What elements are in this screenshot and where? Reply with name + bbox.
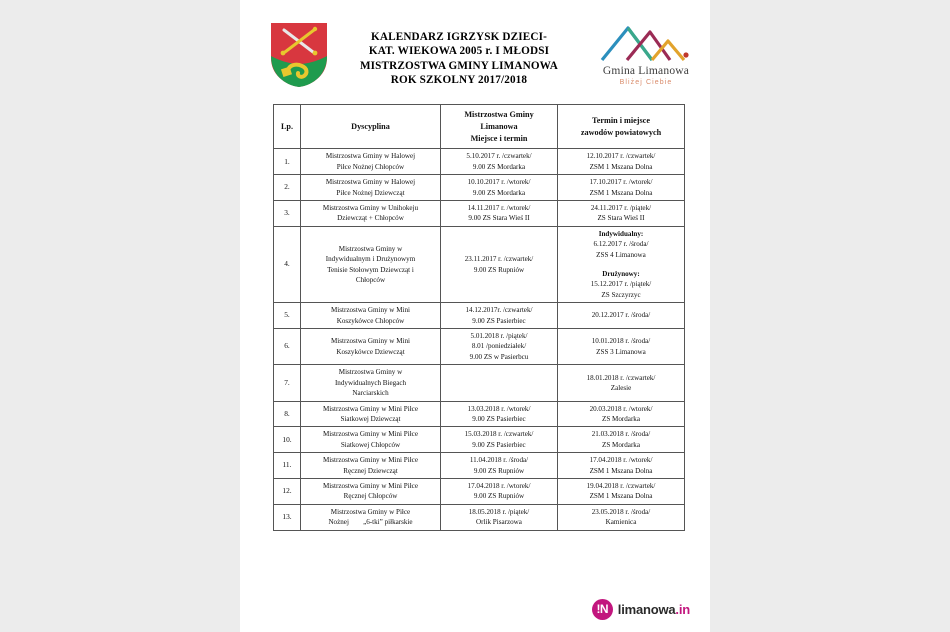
cell-lp: 1.: [274, 149, 301, 175]
cell-discipline: Mistrzostwa Gminy w Indywidualnych Biegach Narciarskich: [301, 365, 441, 401]
cell-gmina-place-date: [441, 365, 558, 401]
gmina-logo-name: Gmina Limanowa: [602, 65, 690, 77]
cell-powiat-place-date: 20.12.2017 r. /środa/: [558, 303, 685, 329]
gmina-logo-tagline: Bliżej Ciebie: [619, 79, 673, 86]
cell-gmina-place-date: 23.11.2017 r. /czwartek/ 9.00 ZS Rupniów: [441, 226, 558, 302]
cell-discipline: Mistrzostwa Gminy w Halowej Piłce Nożnej Chłopców: [301, 149, 441, 175]
cell-powiat-place-date: 10.01.2018 r. /środa/ ZSS 3 Limanowa: [558, 329, 685, 365]
table-header-row: [274, 105, 685, 149]
document-page: [240, 0, 710, 632]
cell-discipline: Mistrzostwa Gminy w Mini Piłce Ręcznej Chłopców: [301, 478, 441, 504]
table-header: [274, 105, 685, 149]
coat-of-arms-icon: [268, 20, 330, 90]
table-row: [274, 201, 685, 227]
cell-discipline: Mistrzostwa Gminy w Mini Piłce Ręcznej Dziewcząt: [301, 453, 441, 479]
title-line-2: KAT. WIEKOWA 2005 r. I MŁODSI: [368, 45, 550, 58]
col-header-gmina: [441, 105, 558, 149]
gmina-limanowa-logo: [594, 22, 698, 86]
cell-gmina-place-date: 18.05.2018 r. /piątek/ Orlik Pisarzowa: [441, 504, 558, 530]
cell-discipline: Mistrzostwa Gminy w Mini Piłce Siatkowej Dziewcząt: [301, 401, 441, 427]
cell-gmina-place-date: 15.03.2018 r. /czwartek/ 9.00 ZS Pasierbiec: [441, 427, 558, 453]
cell-gmina-place-date: 5.01.2018 r. /piątek/ 8.01 /poniedziałek/ 9.00 ZS w Pasierbcu: [441, 329, 558, 365]
cell-gmina-place-date: 11.04.2018 r. /środa/ 9.00 ZS Rupniów: [441, 453, 558, 479]
table-row: [274, 504, 685, 530]
table-row: [274, 226, 685, 302]
col-header-gmina-line-2: Limanowa: [480, 121, 518, 131]
cell-gmina-place-date: 14.12.2017r. /czwartek/ 9.00 ZS Pasierbiec: [441, 303, 558, 329]
cell-discipline: Mistrzostwa Gminy w Halowej Piłce Nożnej Dziewcząt: [301, 175, 441, 201]
title-line-4: ROK SZKOLNY 2017/2018: [390, 74, 528, 87]
cell-lp: 12.: [274, 478, 301, 504]
title-line-1: KALENDARZ IGRZYSK DZIECI-: [371, 31, 547, 43]
col-header-discipline: Dyscyplina: [301, 105, 441, 149]
mountains-icon: [598, 22, 694, 64]
cell-lp: 10.: [274, 427, 301, 453]
col-header-gmina-line-1: Mistrzostwa Gminy: [464, 110, 534, 119]
limanowa-in-wordmark: [618, 602, 690, 617]
cell-lp: 3.: [274, 201, 301, 227]
cell-powiat-place-date: 24.11.2017 r. /piątek/ ZS Stara Wieś II: [558, 201, 685, 227]
table-row: [274, 401, 685, 427]
title-line-3: MISTRZOSTWA GMINY LIMANOWA: [359, 59, 559, 72]
table-row: [274, 329, 685, 365]
cell-lp: 6.: [274, 329, 301, 365]
cell-gmina-place-date: 14.11.2017 r. /wtorek/ 9.00 ZS Stara Wieś II: [441, 201, 558, 227]
col-header-powiat: [558, 105, 685, 149]
col-header-lp: Lp.: [274, 105, 301, 149]
cell-powiat-place-date: Indywidualny: 6.12.2017 r. /środa/ ZSS 4 Limanowa Drużynowy: 15.12.2017 r. /piątek/ ZS Szczyrzyc: [558, 226, 685, 302]
col-header-powiat-line-2: zawodów powiatowych: [580, 127, 662, 137]
table-row: [274, 365, 685, 401]
cell-powiat-place-date: 18.01.2018 r. /czwartek/ Zalesie: [558, 365, 685, 401]
col-header-gmina-line-3: Miejsce i termin: [470, 133, 528, 143]
calendar-table: [273, 104, 685, 531]
cell-lp: 2.: [274, 175, 301, 201]
cell-discipline: Mistrzostwa Gminy w Indywidualnym i Drużynowym Tenisie Stołowym Dziewcząt i Chłopców: [301, 226, 441, 302]
table-row: [274, 427, 685, 453]
cell-lp: 7.: [274, 365, 301, 401]
cell-discipline: Mistrzostwa Gminy w Piłce Nożnej „6-tki” piłkarskie: [301, 504, 441, 530]
brand-domain: .in: [675, 602, 690, 617]
table-body: [274, 149, 685, 530]
cell-discipline: Mistrzostwa Gminy w Mini Koszykówce Chłopców: [301, 303, 441, 329]
cell-lp: 5.: [274, 303, 301, 329]
table-row: [274, 303, 685, 329]
cell-powiat-place-date: 19.04.2018 r. /czwartek/ ZSM 1 Mszana Dolna: [558, 478, 685, 504]
cell-powiat-place-date: 21.03.2018 r. /środa/ ZS Mordarka: [558, 427, 685, 453]
cell-gmina-place-date: 17.04.2018 r. /wtorek/ 9.00 ZS Rupniów: [441, 478, 558, 504]
limanowa-in-logo[interactable]: [592, 599, 690, 620]
cell-discipline: Mistrzostwa Gminy w Unihokeju Dziewcząt + Chłopców: [301, 201, 441, 227]
document-title: [324, 14, 594, 88]
cell-gmina-place-date: 5.10.2017 r. /czwartek/ 9.00 ZS Mordarka: [441, 149, 558, 175]
cell-gmina-place-date: 10.10.2017 r. /wtorek/ 9.00 ZS Mordarka: [441, 175, 558, 201]
in-badge-icon: !N: [592, 599, 613, 620]
brand-name: limanowa: [617, 602, 676, 617]
cell-powiat-place-date: 23.05.2018 r. /środa/ Kamienica: [558, 504, 685, 530]
cell-discipline: Mistrzostwa Gminy w Mini Koszykówce Dziewcząt: [301, 329, 441, 365]
table-row: [274, 478, 685, 504]
table-row: [274, 149, 685, 175]
cell-lp: 11.: [274, 453, 301, 479]
cell-powiat-place-date: 20.03.2018 r. /wtorek/ ZS Mordarka: [558, 401, 685, 427]
cell-lp: 13.: [274, 504, 301, 530]
col-header-powiat-line-1: Termin i miejsce: [592, 115, 650, 125]
document-header: [240, 14, 710, 98]
cell-gmina-place-date: 13.03.2018 r. /wtorek/ 9.00 ZS Pasierbiec: [441, 401, 558, 427]
table-row: [274, 175, 685, 201]
cell-discipline: Mistrzostwa Gminy w Mini Piłce Siatkowej Chłopców: [301, 427, 441, 453]
cell-lp: 8.: [274, 401, 301, 427]
table-row: [274, 453, 685, 479]
cell-powiat-place-date: 17.04.2018 r. /wtorek/ ZSM 1 Mszana Dolna: [558, 453, 685, 479]
cell-lp: 4.: [274, 226, 301, 302]
cell-powiat-place-date: 12.10.2017 r. /czwartek/ ZSM 1 Mszana Dolna: [558, 149, 685, 175]
cell-powiat-place-date: 17.10.2017 r. /wtorek/ ZSM 1 Mszana Dolna: [558, 175, 685, 201]
